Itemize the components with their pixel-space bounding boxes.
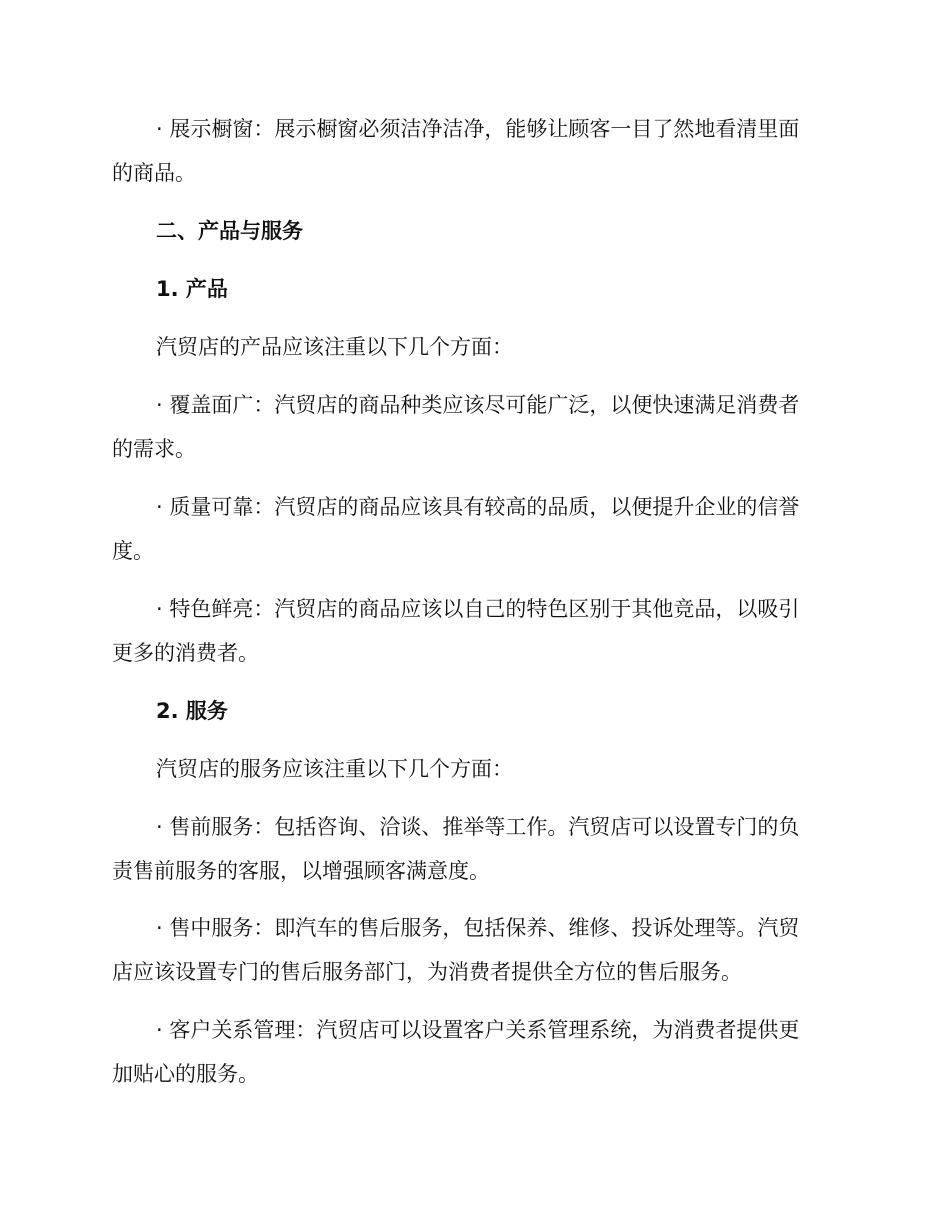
service-intro: 汽贸店的服务应该注重以下几个方面： [156, 757, 513, 781]
service-bullet-presale-line2: 责售前服务的客服，以增强顾客满意度。 [112, 859, 490, 883]
section-heading-products-services: 二、产品与服务 [156, 219, 303, 243]
product-bullet-feature-line1: · 特色鲜亮：汽贸店的商品应该以自己的特色区别于其他竞品，以吸引 [156, 597, 800, 621]
window-display-bullet-line2: 的商品。 [112, 161, 196, 185]
product-heading: 1. 产品 [156, 277, 228, 301]
service-heading: 2. 服务 [156, 699, 228, 723]
service-bullet-crm-line1: · 客户关系管理：汽贸店可以设置客户关系管理系统，为消费者提供更 [156, 1018, 800, 1042]
product-bullet-coverage-line1: · 覆盖面广：汽贸店的商品种类应该尽可能广泛，以便快速满足消费者 [156, 393, 800, 417]
product-bullet-quality-line1: · 质量可靠：汽贸店的商品应该具有较高的品质，以便提升企业的信誉 [156, 495, 800, 519]
service-bullet-presale-line1: · 售前服务：包括咨询、洽谈、推举等工作。汽贸店可以设置专门的负 [156, 815, 800, 839]
service-bullet-crm-line2: 加贴心的服务。 [112, 1062, 259, 1086]
product-bullet-quality-line2: 度。 [112, 539, 154, 563]
service-bullet-insale-line2: 店应该设置专门的售后服务部门，为消费者提供全方位的售后服务。 [112, 960, 742, 984]
service-bullet-insale-line1: · 售中服务：即汽车的售后服务，包括保养、维修、投诉处理等。汽贸 [156, 916, 800, 940]
window-display-bullet-line1: · 展示橱窗：展示橱窗必须洁净洁净，能够让顾客一目了然地看清里面 [156, 117, 800, 141]
product-intro: 汽贸店的产品应该注重以下几个方面： [156, 335, 513, 359]
product-bullet-feature-line2: 更多的消费者。 [112, 641, 259, 665]
product-bullet-coverage-line2: 的需求。 [112, 437, 196, 461]
